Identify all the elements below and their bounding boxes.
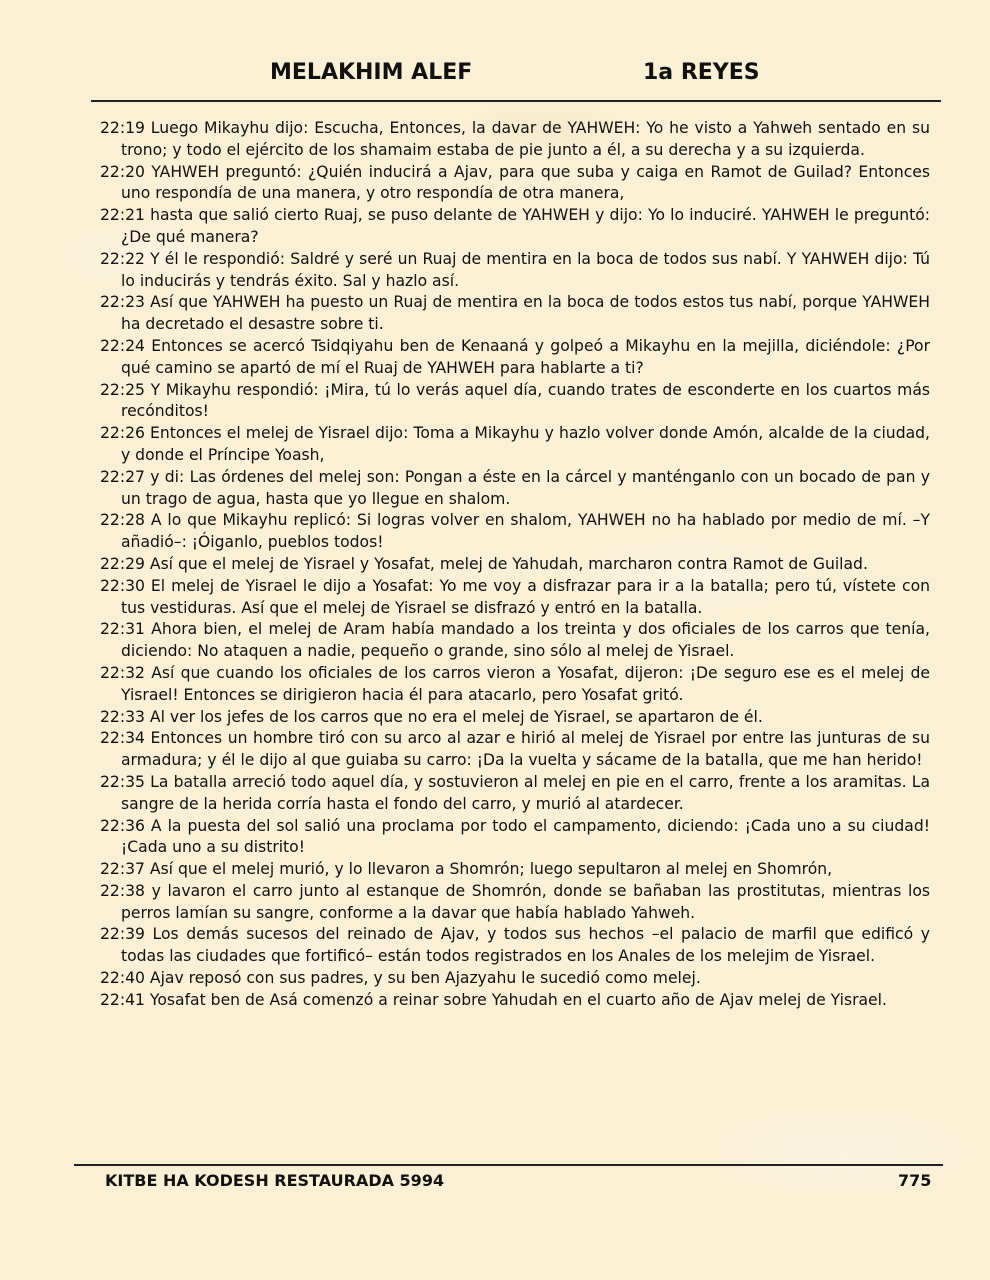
verse: 22:40 Ajav reposó con sus padres, y su ben Ajazyahu le sucedió como melej. xyxy=(100,969,701,988)
header-divider xyxy=(91,100,941,102)
page-header xyxy=(0,58,990,92)
verse: 22:26 Entonces el melej de Yisrael dijo: Toma a Mikayhu y hazlo volver donde Amón, alcalde de la ciudad, y donde el Príncipe Yoash, xyxy=(100,424,930,464)
footer-book-title: KITBE HA KODESH RESTAURADA 5994 xyxy=(105,1171,445,1190)
verse: 22:35 La batalla arreció todo aquel día, y sostuvieron al melej en pie en el carro, frente a los aramitas. La sangre de la herida corría hasta el fondo del carro, y murió al atardecer. xyxy=(100,772,930,813)
verse: 22:36 A la puesta del sol salió una proclama por todo el campamento, diciendo: ¡Cada uno a su ciudad! ¡Cada uno a su distrito! xyxy=(100,816,930,857)
footer-divider xyxy=(74,1164,943,1166)
verse: 22:27 y di: Las órdenes del melej son: Pongan a éste en la cárcel y manténganlo con un bocado de pan y un trago de agua, hasta que yo llegue en shalom. xyxy=(100,467,930,508)
verse: 22:34 Entonces un hombre tiró con su arco al azar e hirió al melej de Yisrael por entre las junturas de su armadura; y él le dijo al que guiaba su carro: ¡Da la vuelta y sácame de la batalla, que me han herido! xyxy=(100,729,930,770)
verse: 22:38 y lavaron el carro junto al estanque de Shomrón, donde se bañaban las prostitutas, mientras los perros lamían su sangre, conforme a la davar que había hablado Yahweh. xyxy=(100,881,930,922)
verse: 22:24 Entonces se acercó Tsidqiyahu ben de Kenaaná y golpeó a Mikayhu en la mejilla, diciéndole: ¿Por qué camino se apartó de mí el Ruaj de YAHWEH para hablarte a ti? xyxy=(100,336,930,377)
verse-list xyxy=(100,118,930,1012)
verse: 22:31 Ahora bien, el melej de Aram había mandado a los treinta y dos oficiales de los carros que tenía, diciendo: No ataquen a nadie, pequeño o grande, sino sólo al melej de Yisrael. xyxy=(100,620,930,661)
verse: 22:28 A lo que Mikayhu replicó: Si logras volver en shalom, YAHWEH no ha hablado por medio de mí. –Y añadió–: ¡Óiganlo, pueblos todos! xyxy=(100,511,930,552)
header-spanish-title: 1a REYES xyxy=(643,60,760,85)
verse: 22:39 Los demás sucesos del reinado de Ajav, y todos sus hechos –el palacio de marfil que edificó y todas las ciudades que fortificó– están todos registrados en los Anales de los melejim de Yisrael. xyxy=(100,925,930,966)
verse: 22:33 Al ver los jefes de los carros que no era el melej de Yisrael, se apartaron de él. xyxy=(100,707,763,726)
verse: 22:29 Así que el melej de Yisrael y Yosafat, melej de Yahudah, marcharon contra Ramot de Guilad. xyxy=(100,554,868,573)
verse: 22:20 YAHWEH preguntó: ¿Quién inducirá a Ajav, para que suba y caiga en Ramot de Guilad? Entonces uno respondía de una manera, y otro respondía de otra manera, xyxy=(100,162,930,203)
verse: 22:23 Así que YAHWEH ha puesto un Ruaj de mentira en la boca de todos estos tus nabí, porque YAHWEH ha decretado el desastre sobre ti. xyxy=(100,293,930,334)
page-number: 775 xyxy=(898,1171,932,1190)
header-hebrew-title: MELAKHIM ALEF xyxy=(270,60,473,85)
verse: 22:22 Y él le respondió: Saldré y seré un Ruaj de mentira en la boca de todos sus nabí. Y YAHWEH dijo: Tú lo inducirás y tendrás éxito. Sal y hazlo así. xyxy=(100,249,930,290)
verse: 22:21 hasta que salió cierto Ruaj, se puso delante de YAHWEH y dijo: Yo lo induciré. YAHWEH le preguntó: ¿De qué manera? xyxy=(100,206,930,246)
verse: 22:32 Así que cuando los oficiales de los carros vieron a Yosafat, dijeron: ¡De seguro ese es el melej de Yisrael! Entonces se dirigieron hacia él para atacarlo, pero Yosafat gritó. xyxy=(100,663,930,704)
verse: 22:30 El melej de Yisrael le dijo a Yosafat: Yo me voy a disfrazar para ir a la batalla; pero tú, vístete con tus vestiduras. Así que el melej de Yisrael se disfrazó y entró en la batalla. xyxy=(100,576,930,617)
verse: 22:25 Y Mikayhu respondió: ¡Mira, tú lo verás aquel día, cuando trates de esconderte en los cuartos más recónditos! xyxy=(100,380,930,421)
verse: 22:19 Luego Mikayhu dijo: Escucha, Entonces, la davar de YAHWEH: Yo he visto a Yahweh sentado en su trono; y todo el ejército de los shamaim estaba de pie junto a él, a su derecha y a su izquierda. xyxy=(100,119,930,159)
verse: 22:37 Así que el melej murió, y lo llevaron a Shomrón; luego sepultaron al melej en Shomrón, xyxy=(100,860,833,879)
verse: 22:41 Yosafat ben de Asá comenzó a reinar sobre Yahudah en el cuarto año de Ajav melej de Yisrael. xyxy=(100,990,887,1009)
